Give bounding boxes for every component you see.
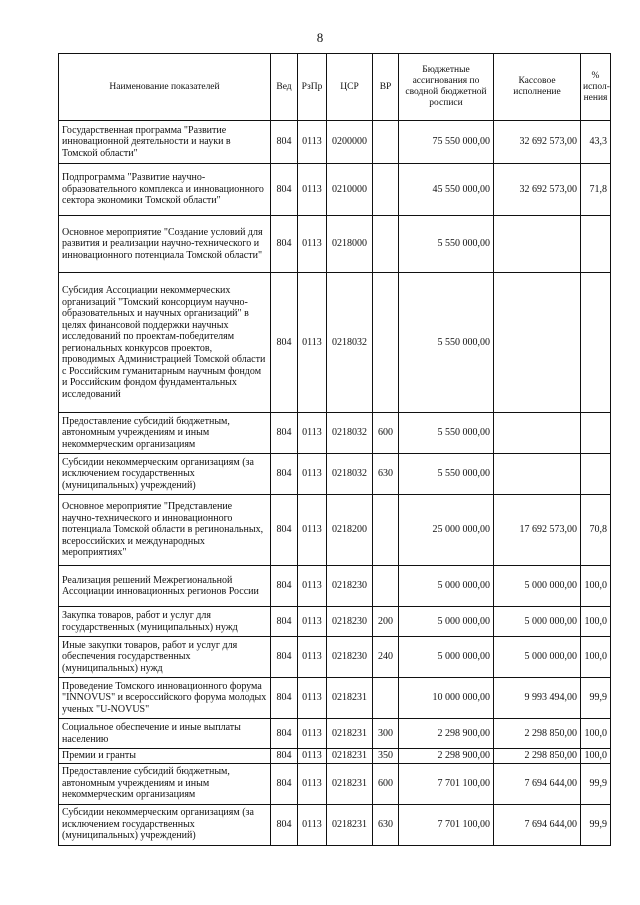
row-cash: 9 993 494,00: [494, 678, 581, 719]
table-body: [59, 121, 611, 846]
row-csr: 0218032: [327, 273, 373, 413]
row-rzpr: 0113: [298, 763, 327, 804]
row-pct: 100,0: [581, 566, 611, 607]
row-ved: 804: [271, 273, 298, 413]
row-pct: [581, 413, 611, 454]
row-budget: 5 000 000,00: [399, 607, 494, 637]
row-vr: 630: [373, 454, 399, 495]
row-cash: 2 298 850,00: [494, 719, 581, 749]
row-ved: 804: [271, 566, 298, 607]
row-ved: 804: [271, 164, 298, 216]
row-cash: 32 692 573,00: [494, 164, 581, 216]
row-vr: [373, 164, 399, 216]
row-pct: 71,8: [581, 164, 611, 216]
row-ved: 804: [271, 763, 298, 804]
row-ved: 804: [271, 719, 298, 749]
row-vr: 240: [373, 637, 399, 678]
row-name: Закупка товаров, работ и услуг для государственных (муниципальных) нужд: [59, 607, 271, 637]
row-name: Предоставление субсидий бюджетным, автономным учреждениям и иным некоммерческим организациям: [59, 763, 271, 804]
row-budget: 5 550 000,00: [399, 454, 494, 495]
row-name: Реализация решений Межрегиональной Ассоциации инновационных регионов России: [59, 566, 271, 607]
row-vr: [373, 678, 399, 719]
row-vr: 200: [373, 607, 399, 637]
row-rzpr: 0113: [298, 637, 327, 678]
table-row: [59, 804, 611, 845]
row-vr: [373, 121, 399, 164]
row-pct: 43,3: [581, 121, 611, 164]
header-pct: % испол-нения: [581, 54, 611, 121]
row-name: Подпрограмма "Развитие научно-образовательного комплекса и инновационного сектора экономики Томской области": [59, 164, 271, 216]
row-name: Проведение Томского инновационного форума "INNOVUS" и всероссийского форума молодых ученых "U-NOVUS": [59, 678, 271, 719]
row-rzpr: 0113: [298, 749, 327, 764]
row-cash: 7 694 644,00: [494, 763, 581, 804]
row-vr: [373, 495, 399, 566]
table-row: [59, 164, 611, 216]
row-budget: 75 550 000,00: [399, 121, 494, 164]
row-ved: 804: [271, 495, 298, 566]
table-row: [59, 719, 611, 749]
row-cash: [494, 216, 581, 273]
table-row: [59, 273, 611, 413]
header-budget: Бюджетные ассигнования по сводной бюджетной росписи: [399, 54, 494, 121]
row-budget: 5 000 000,00: [399, 637, 494, 678]
row-budget: 5 550 000,00: [399, 216, 494, 273]
row-ved: 804: [271, 413, 298, 454]
row-ved: 804: [271, 678, 298, 719]
row-csr: 0218231: [327, 719, 373, 749]
row-rzpr: 0113: [298, 607, 327, 637]
row-rzpr: 0113: [298, 804, 327, 845]
row-pct: 99,9: [581, 804, 611, 845]
row-cash: 2 298 850,00: [494, 749, 581, 764]
row-ved: 804: [271, 804, 298, 845]
row-cash: 5 000 000,00: [494, 607, 581, 637]
row-name: Государственная программа "Развитие инновационной деятельности и науки в Томской области": [59, 121, 271, 164]
row-pct: 99,9: [581, 763, 611, 804]
row-pct: 100,0: [581, 637, 611, 678]
row-rzpr: 0113: [298, 495, 327, 566]
header-name: Наименование показателей: [59, 54, 271, 121]
row-csr: 0218231: [327, 804, 373, 845]
row-budget: 7 701 100,00: [399, 804, 494, 845]
row-pct: [581, 216, 611, 273]
row-vr: [373, 216, 399, 273]
row-cash: [494, 454, 581, 495]
row-cash: [494, 413, 581, 454]
row-csr: 0218200: [327, 495, 373, 566]
row-vr: 600: [373, 413, 399, 454]
row-budget: 5 550 000,00: [399, 273, 494, 413]
row-ved: 804: [271, 607, 298, 637]
table-row: [59, 216, 611, 273]
page-number: 8: [316, 30, 324, 45]
row-cash: 7 694 644,00: [494, 804, 581, 845]
header-rzpr: РзПр: [298, 54, 327, 121]
table-row: [59, 607, 611, 637]
row-name: Основное мероприятие "Создание условий для развития и реализации научно-технического и инновационного потенциала Томской области": [59, 216, 271, 273]
row-rzpr: 0113: [298, 121, 327, 164]
row-budget: 5 000 000,00: [399, 566, 494, 607]
row-name: Предоставление субсидий бюджетным, автономным учреждениям и иным некоммерческим организациям: [59, 413, 271, 454]
row-budget: 10 000 000,00: [399, 678, 494, 719]
row-name: Социальное обеспечение и иные выплаты населению: [59, 719, 271, 749]
row-cash: 17 692 573,00: [494, 495, 581, 566]
table-row: [59, 495, 611, 566]
row-rzpr: 0113: [298, 454, 327, 495]
row-vr: 300: [373, 719, 399, 749]
table-row: [59, 413, 611, 454]
row-pct: [581, 454, 611, 495]
row-budget: 2 298 900,00: [399, 749, 494, 764]
row-ved: 804: [271, 454, 298, 495]
header-csr: ЦСР: [327, 54, 373, 121]
row-csr: 0218000: [327, 216, 373, 273]
table-row: [59, 566, 611, 607]
row-ved: 804: [271, 637, 298, 678]
row-csr: 0218230: [327, 637, 373, 678]
header-ved: Вед: [271, 54, 298, 121]
row-vr: 350: [373, 749, 399, 764]
table-row: [59, 121, 611, 164]
row-ved: 804: [271, 121, 298, 164]
row-pct: 100,0: [581, 607, 611, 637]
row-cash: [494, 273, 581, 413]
row-rzpr: 0113: [298, 678, 327, 719]
row-name: Основное мероприятие "Представление научно-технического и инновационного потенциала Томской области в регинональных, всероссийских и международных мероприятиях": [59, 495, 271, 566]
row-ved: 804: [271, 749, 298, 764]
row-csr: 0218230: [327, 566, 373, 607]
row-budget: 25 000 000,00: [399, 495, 494, 566]
row-pct: 100,0: [581, 719, 611, 749]
table-row: [59, 637, 611, 678]
row-ved: 804: [271, 216, 298, 273]
row-budget: 2 298 900,00: [399, 719, 494, 749]
table-row: [59, 763, 611, 804]
header-vr: ВР: [373, 54, 399, 121]
row-budget: 45 550 000,00: [399, 164, 494, 216]
row-name: Субсидия Ассоциации некоммерческих организаций "Томский консорциум научно-образовательных и научных организаций" в целях финансовой поддержки научных исследований по проектам-победителям региональных конкурсов проектов, проводимых Администрацией Томской области с Российским гуманитарным научным фондом и Российским фондом фундаментальных исследований: [59, 273, 271, 413]
row-name: Премии и гранты: [59, 749, 271, 764]
row-rzpr: 0113: [298, 566, 327, 607]
header-cash: Кассовое исполнение: [494, 54, 581, 121]
table-row: [59, 678, 611, 719]
row-vr: 600: [373, 763, 399, 804]
row-rzpr: 0113: [298, 164, 327, 216]
budget-execution-table: [58, 53, 611, 846]
row-pct: 100,0: [581, 749, 611, 764]
table-row: [59, 454, 611, 495]
row-vr: 630: [373, 804, 399, 845]
row-cash: 5 000 000,00: [494, 566, 581, 607]
row-name: Иные закупки товаров, работ и услуг для обеспечения государственных (муниципальных) нужд: [59, 637, 271, 678]
row-name: Субсидии некоммерческим организациям (за исключением государственных (муниципальных) учреждений): [59, 454, 271, 495]
row-csr: 0210000: [327, 164, 373, 216]
row-csr: 0200000: [327, 121, 373, 164]
row-pct: 99,9: [581, 678, 611, 719]
row-rzpr: 0113: [298, 719, 327, 749]
row-budget: 5 550 000,00: [399, 413, 494, 454]
row-cash: 32 692 573,00: [494, 121, 581, 164]
row-vr: [373, 273, 399, 413]
row-csr: 0218230: [327, 607, 373, 637]
table-header-row: [59, 54, 611, 121]
row-rzpr: 0113: [298, 413, 327, 454]
row-csr: 0218231: [327, 749, 373, 764]
table-row: [59, 749, 611, 764]
row-rzpr: 0113: [298, 216, 327, 273]
row-pct: 70,8: [581, 495, 611, 566]
row-csr: 0218231: [327, 678, 373, 719]
row-pct: [581, 273, 611, 413]
row-csr: 0218032: [327, 413, 373, 454]
row-vr: [373, 566, 399, 607]
row-csr: 0218032: [327, 454, 373, 495]
row-budget: 7 701 100,00: [399, 763, 494, 804]
row-csr: 0218231: [327, 763, 373, 804]
row-rzpr: 0113: [298, 273, 327, 413]
row-name: Субсидии некоммерческим организациям (за исключением государственных (муниципальных) учреждений): [59, 804, 271, 845]
row-cash: 5 000 000,00: [494, 637, 581, 678]
